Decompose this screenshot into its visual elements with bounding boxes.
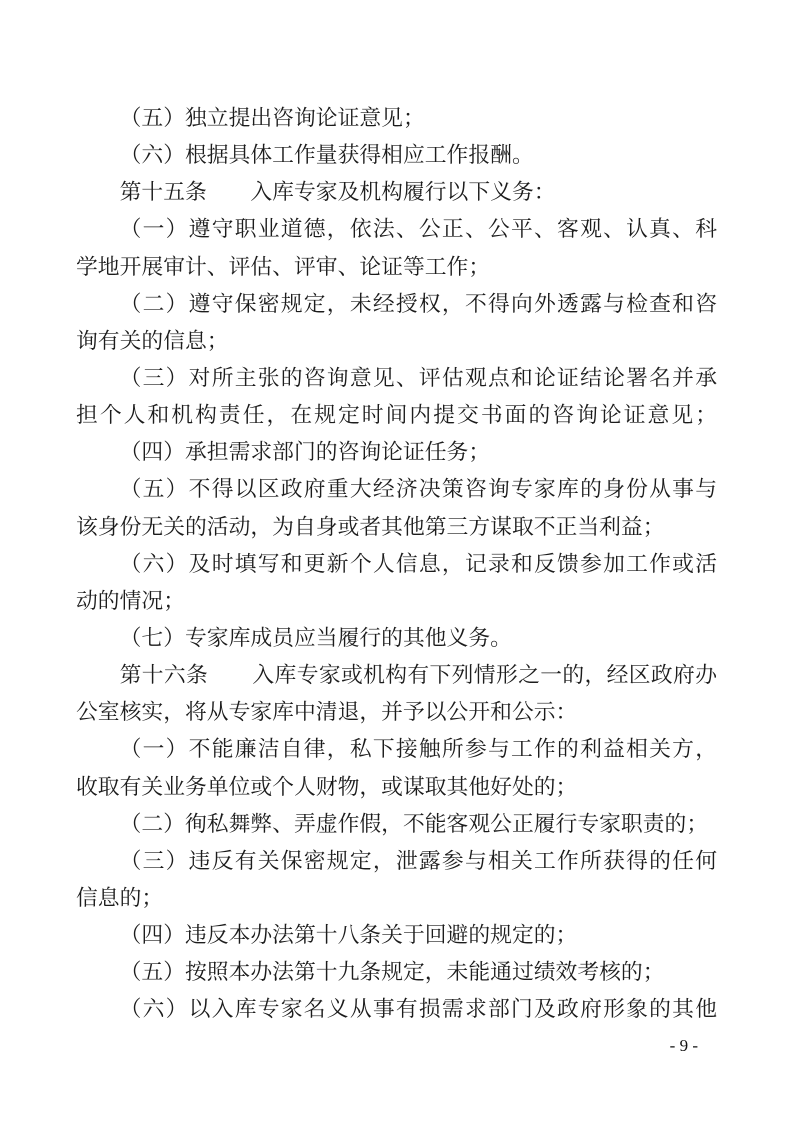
document-line: 信息的； <box>76 885 164 910</box>
document-line: 公室核实，将从专家库中清退，并予以公开和公示： <box>76 700 578 725</box>
document-line-article-15: 第十五条 入库专家及机构履行以下义务： <box>119 180 556 205</box>
document-line: （五）按照本办法第十九条规定，未能通过绩效考核的； <box>119 960 665 985</box>
document-line: 担个人和机构责任，在规定时间内提交书面的咨询论证意见； <box>76 403 717 428</box>
document-line: 收取有关业务单位或个人财物，或谋取其他好处的； <box>76 774 578 799</box>
document-line: （六）根据具体工作量获得相应工作报酬。 <box>119 143 534 168</box>
document-line: （六）及时填写和更新个人信息，记录和反馈参加工作或活 <box>119 551 717 576</box>
page-number: - 9 - <box>669 1036 698 1055</box>
document-line: （四）违反本办法第十八条关于回避的规定的； <box>119 923 578 948</box>
document-body <box>76 100 717 1029</box>
document-line: （七）专家库成员应当履行的其他义务。 <box>119 625 512 650</box>
document-line: （二）徇私舞弊、弄虚作假，不能客观公正履行专家职责的； <box>119 811 709 836</box>
document-line: （五）独立提出咨询论证意见； <box>119 106 425 130</box>
document-line: （三）违反有关保密规定，泄露参与相关工作所获得的任何 <box>119 848 717 873</box>
document-line: （五）不得以区政府重大经济决策咨询专家库的身份从事与 <box>119 477 717 502</box>
document-line: 询有关的信息； <box>76 328 229 353</box>
document-line: （六）以入库专家名义从事有损需求部门及政府形象的其他 <box>119 997 717 1022</box>
document-line: （一）不能廉洁自律，私下接触所参与工作的利益相关方， <box>119 737 717 762</box>
document-line: 该身份无关的活动，为自身或者其他第三方谋取不正当利益； <box>76 514 665 539</box>
document-line: （四）承担需求部门的咨询论证任务； <box>119 440 491 465</box>
document-line: （三）对所主张的咨询意见、评估观点和论证结论署名并承 <box>119 365 717 390</box>
document-line: （一）遵守职业道德，依法、公正、公平、客观、认真、科 <box>119 217 717 242</box>
document-line-article-16: 第十六条 入库专家或机构有下列情形之一的，经区政府办 <box>119 663 717 688</box>
document-line: 学地开展审计、评估、评审、论证等工作； <box>76 254 491 279</box>
document-line: （二）遵守保密规定，未经授权，不得向外透露与检查和咨 <box>119 291 717 316</box>
document-line: 动的情况； <box>76 588 185 613</box>
